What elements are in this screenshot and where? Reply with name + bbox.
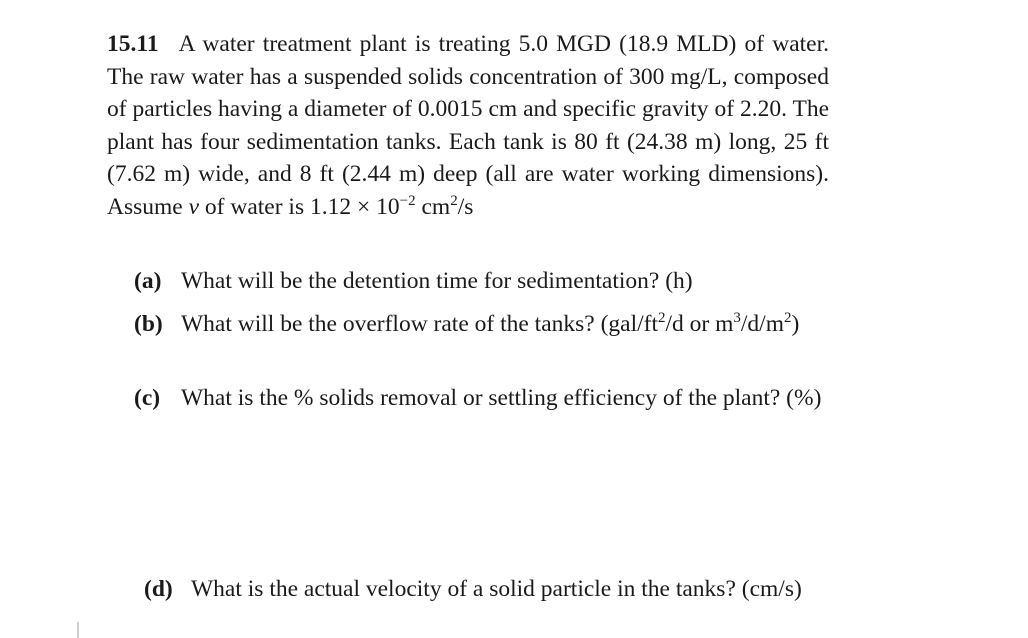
- part-b-label: (b): [134, 311, 163, 337]
- problem-statement: [107, 28, 829, 224]
- nu-symbol: ν: [188, 193, 200, 220]
- problem-text: A water treatment plant is treating 5.0 MGD (18.9 MLD) of water. The raw water has a suspended solids concentration of 300 mg/L, composed of particles having a diameter of 0.0015 cm and specific gravity of 2.20. The plant has four sedimentation tanks. Each tank is 80 ft (24.38 m) long, 25 ft (7.62 m) wide, and 8 ft (2.44 m) deep (all are water working dimensions). Assume: [107, 31, 829, 220]
- part-b-text-4: ): [791, 311, 800, 337]
- part-d-text: What is the actual velocity of a solid particle in the tanks? (cm/s): [191, 576, 802, 602]
- part-d: [144, 573, 844, 606]
- page-edge-mark: [77, 622, 79, 638]
- problem-number: 15.11: [107, 31, 159, 57]
- part-a: [134, 265, 829, 298]
- problem-text-viscosity: of water is 1.12 × 10: [199, 193, 400, 220]
- part-b-text-1: What will be the overflow rate of the tanks? (gal/ft: [181, 311, 658, 337]
- part-b-sup-1: 2: [658, 310, 666, 327]
- part-a-label: (a): [134, 268, 162, 294]
- part-c-label: (c): [134, 385, 161, 411]
- part-d-label: (d): [144, 576, 173, 602]
- part-b: [134, 308, 829, 341]
- exponent-2: 2: [450, 193, 458, 210]
- exponent: −2: [399, 193, 416, 210]
- part-b-sup-3: 2: [783, 310, 792, 327]
- part-b-text: [181, 308, 829, 341]
- part-b-text-3: /d/m: [740, 311, 784, 337]
- part-c-text: What is the % solids removal or settling efficiency of the plant? (%): [181, 385, 822, 411]
- part-b-text-2: /d or m: [665, 311, 734, 337]
- problem-text-unit: cm: [415, 193, 451, 220]
- problem-text-unit-end: /s: [457, 193, 474, 220]
- part-c: [134, 382, 829, 415]
- part-b-sup-2: 3: [733, 310, 741, 327]
- part-a-text: What will be the detention time for sedimentation? (h): [181, 268, 693, 294]
